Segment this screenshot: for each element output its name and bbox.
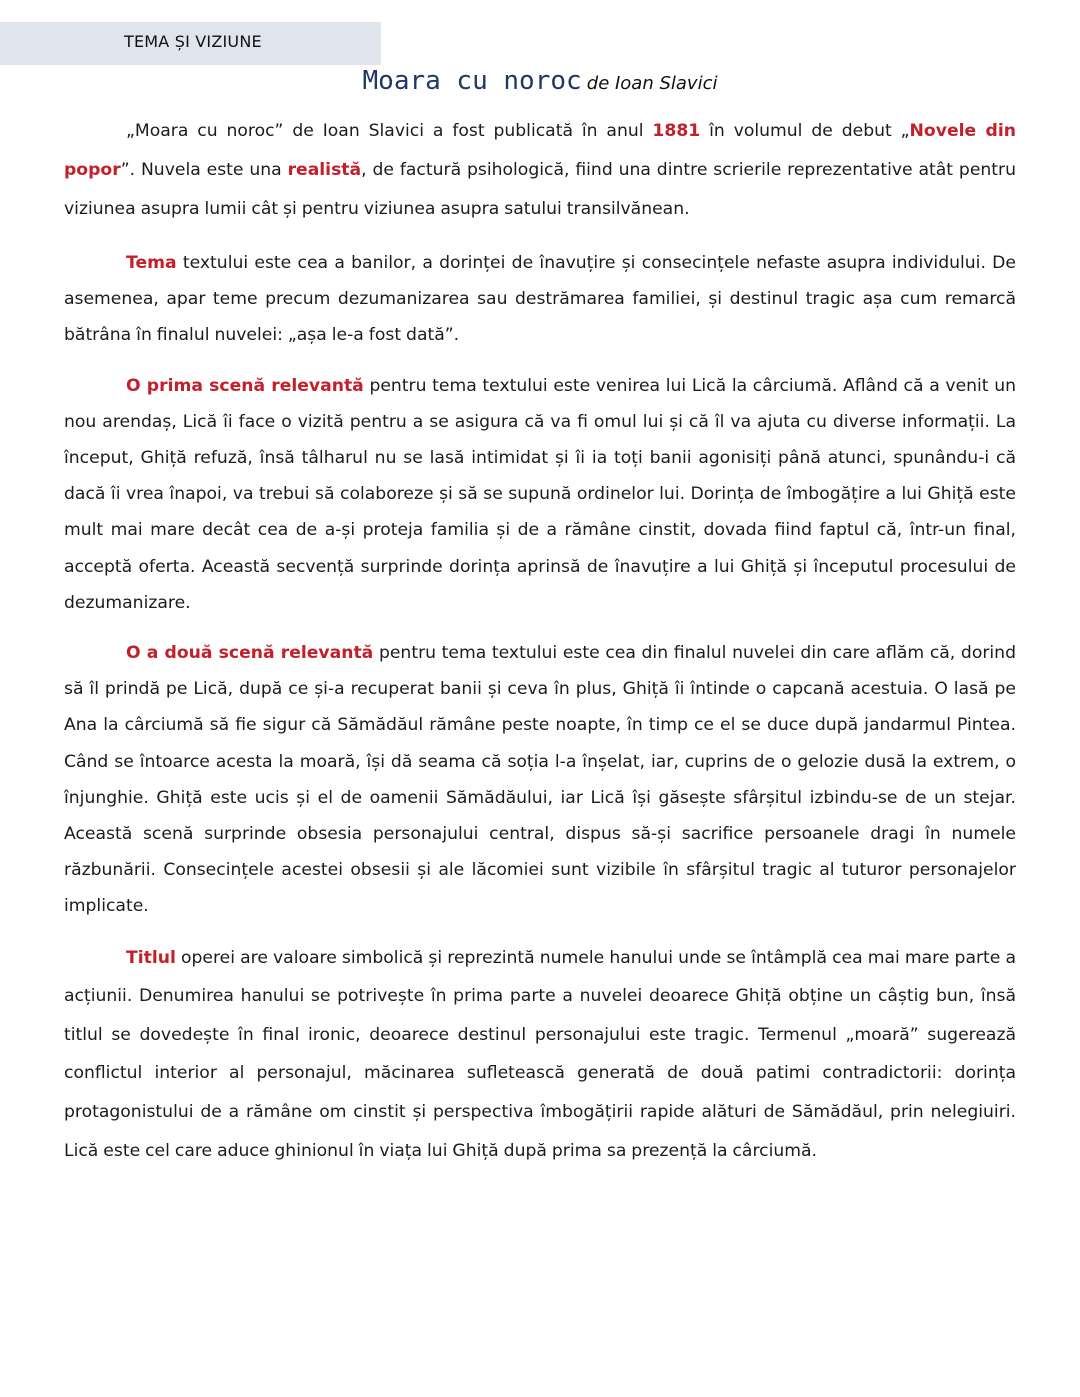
paragraph-text: pentru tema textului este venirea lui Lică la cârciumă. Aflând că a venit un nou arendaș, Lică îi face o vizită pentru a se asigura că va fi omul lui și că îl va ajuta cu diverse informații. La început, Ghiță refuză, însă tâlharul nu se lasă intimidat și îi ia toți banii agonisiți până atunci, spunându-i că dacă îi vrea înapoi, va trebui să colaboreze și să se supună ordinelor lui. Dorința de îmbogățire a lui Ghiță este mult mai mare decât cea de a-și proteja familia și de a rămâne cinstit, dovada fiind faptul că, într-un final, acceptă oferta. Această secvență surprinde dorința aprinsă de înavuțire a lui Ghiță și începutul procesului de dezumanizare. [64, 375, 1016, 613]
highlight-volume: Novele din popor [64, 121, 1016, 180]
paragraph-text: în volumul de debut „ [700, 121, 910, 141]
highlight-title: Titlul [126, 947, 176, 968]
paragraph-title-meaning [64, 939, 1016, 1171]
paragraph-text: textului este cea a banilor, a dorinței de înavuțire și consecințele nefaste asupra individului. De asemenea, apar teme precum dezumanizarea sau destrămarea familiei, și destinul tragic așa cum remarcă bătrâna în finalul nuvelei: „așa le-a fost dată”. [64, 253, 1016, 346]
highlight-first-scene: O prima scenă relevantă [126, 375, 364, 396]
paragraph-publication [64, 112, 1016, 229]
title-byline: de Ioan Slavici [586, 73, 718, 94]
paragraph-text: pentru tema textului este cea din finalul nuvelei din care aflăm că, dorind să îl prindă pe Lică, după ce și-a recuperat banii și ceva în plus, Ghiță îi întinde o capcană acestuia. O lasă pe Ana la cârciumă să fie sigur că Sămădăul rămâne peste noapte, în timp ce el se duce după jandarmul Pintea. Când se întoarce acesta la moară, își dă seama că soția l-a înșelat, iar, cuprins de o gelozie dusă la extrem, o înjunghie. Ghiță este ucis și el de oamenii Sămădăului, iar Lică își găsește sfârșitul izbindu-se de un stejar. Această scenă surprinde obsesia personajului central, dispus să-și sacrifice persoanele dragi în numele răzbunării. Consecințele acestei obsesii și ale lăcomiei sunt vizibile în sfârșitul tragic al tuturor personajelor implicate. [64, 643, 1016, 917]
paragraph-text: ”. Nuvela este una [120, 160, 288, 180]
paragraph-first-scene [64, 368, 1016, 621]
paragraph-text: , de factură psihologică, fiind una dintre scrierile reprezentative atât pentru viziunea asupra lumii cât și pentru viziunea asupra satului transilvănean. [64, 160, 1016, 219]
section-label: TEMA ȘI VIZIUNE [124, 32, 262, 51]
highlight-theme: Tema [126, 253, 177, 273]
document-body [64, 112, 1016, 1184]
paragraph-theme [64, 245, 1016, 354]
highlight-second-scene: O a două scenă relevantă [126, 643, 374, 664]
paragraph-text: operei are valoare simbolică și reprezintă numele hanului unde se întâmplă cea mai mare parte a acțiunii. Denumirea hanului se potrivește în prima parte a nuvelei deoarece Ghiță obține un câștig bun, însă titlul se dovedește în final ironic, deoarece destinul personajului este tragic. Termenul „moară” sugerează conflictul interior al personajul, măcinarea sufletească generată de două patimi contradictorii: dorința protagonistului de a rămâne om cinstit și perspectiva îmbogățirii rapide alături de Sămădăul, prin nelegiuiri. Lică este cel care aduce ghinionul în viața lui Ghiță după prima sa prezență la cârciumă. [64, 947, 1016, 1161]
highlight-realism: realistă [287, 160, 362, 180]
paragraph-text: „Moara cu noroc” de Ioan Slavici a fost publicată în anul [126, 121, 653, 141]
document-title [0, 66, 1080, 96]
paragraph-second-scene [64, 635, 1016, 925]
title-main: Moara cu noroc [362, 66, 582, 96]
highlight-year: 1881 [652, 121, 701, 141]
